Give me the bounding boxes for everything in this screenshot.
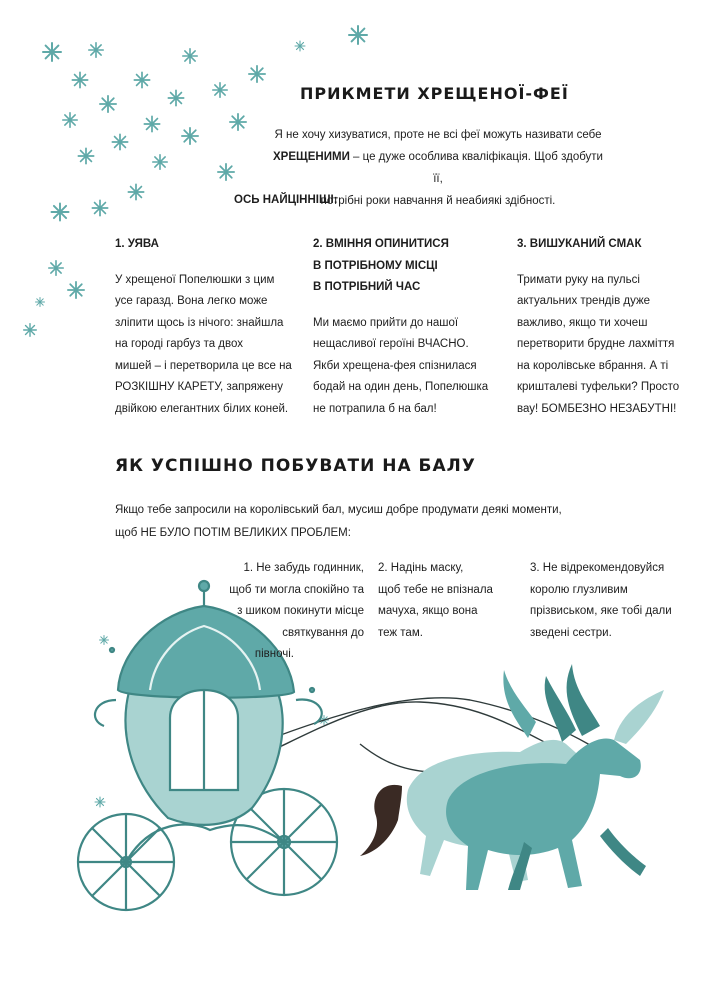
column-heading bbox=[517, 234, 697, 256]
snowflake-icon bbox=[36, 298, 45, 307]
heading-line: В ПОТРІБНИЙ ЧАС bbox=[313, 281, 421, 293]
body-line: зліпити щось із нічого: знайшла bbox=[115, 316, 284, 329]
tip-line: прізвиськом, яке тобі дали bbox=[530, 605, 672, 617]
body-line: на королівське вбрання. А ті bbox=[517, 359, 669, 372]
horses bbox=[360, 664, 664, 890]
tip-line: з шиком покинути місце bbox=[237, 605, 364, 617]
body-line: актуальних трендів дуже bbox=[517, 295, 651, 307]
body-line: важливо, якщо ти хочеш bbox=[517, 316, 648, 329]
body-line: Якби хрещена-фея спізнилася bbox=[313, 359, 477, 372]
body-line: РОЗКІШНУ КАРЕТУ, запряжену bbox=[115, 381, 284, 393]
tip-watch bbox=[176, 558, 364, 666]
heading-line: 1. УЯВА bbox=[115, 238, 159, 250]
intro-line bbox=[268, 146, 608, 190]
intro-line: Якщо тебе запросили на королівський бал, мусиш добре продумати деякі моменти, bbox=[115, 504, 562, 516]
body-line: Тримати руку на пульсі bbox=[517, 273, 640, 286]
best-label: ОСЬ НАЙЦІННІШІ: bbox=[234, 194, 338, 206]
snowflake-icon bbox=[89, 43, 103, 57]
tip-mask bbox=[378, 558, 528, 644]
snowflake-icon bbox=[230, 114, 246, 130]
quality-column-taste bbox=[517, 234, 697, 420]
snowflake-icon bbox=[72, 72, 87, 87]
snowflake-icon bbox=[63, 113, 77, 127]
heading-line: 3. ВИШУКАНИЙ СМАК bbox=[517, 238, 642, 250]
intro-text: – це дуже особлива кваліфікація. Щоб здобути її, bbox=[349, 151, 603, 185]
tip-nickname bbox=[530, 558, 710, 644]
tip-line: святкування до bbox=[282, 626, 364, 639]
snowflake-icon bbox=[78, 148, 93, 163]
body-line: двійкою елегантних білих коней. bbox=[115, 402, 289, 415]
body-line: не потрапила б на бал! bbox=[313, 402, 437, 415]
tip-line: зведені сестри. bbox=[530, 626, 612, 639]
snowflake-icon bbox=[182, 128, 198, 144]
snowflake-icon bbox=[183, 49, 197, 63]
column-body bbox=[517, 270, 697, 421]
heading-line: В ПОТРІБНОМУ МІСЦІ bbox=[313, 259, 438, 272]
tip-line: півночі. bbox=[254, 648, 294, 660]
body-line: перетворити брудне лахміття bbox=[517, 338, 675, 350]
column-body bbox=[115, 270, 300, 421]
tip-line: 2. Надінь маску, bbox=[378, 562, 464, 574]
snowflake-icon bbox=[144, 116, 159, 131]
snowflake-icon bbox=[295, 41, 305, 51]
snowflake-icon bbox=[100, 96, 116, 112]
body-line: нещасливої героїні ВЧАСНО. bbox=[313, 338, 469, 350]
section-title: ЯК УСПІШНО ПОБУВАТИ НА БАЛУ bbox=[115, 456, 476, 476]
intro-line: щоб НЕ БУЛО ПОТІМ ВЕЛИКИХ ПРОБЛЕМ: bbox=[115, 527, 351, 539]
column-body bbox=[313, 313, 493, 421]
snowflake-icon bbox=[128, 184, 143, 199]
section-title: ПРИКМЕТИ ХРЕЩЕНОЇ-ФЕЇ bbox=[300, 84, 569, 103]
snowflake-icon bbox=[249, 66, 265, 82]
body-line: Ми маємо прийти до нашої bbox=[313, 316, 459, 329]
tip-line: 3. Не відрекомендовуйся bbox=[530, 562, 665, 574]
ball-intro bbox=[115, 499, 585, 545]
snowflake-icon bbox=[95, 797, 105, 807]
tip-line: щоб тебе не впізнала bbox=[378, 583, 493, 596]
snowflake-icon bbox=[24, 324, 37, 337]
snowflake-icon bbox=[92, 200, 107, 215]
tip-line: щоб ти могла спокійно та bbox=[229, 583, 364, 596]
snowflake-icon bbox=[134, 72, 149, 87]
body-line: усе гаразд. Вона легко може bbox=[115, 295, 268, 307]
quality-column-imagination bbox=[115, 234, 300, 420]
body-line: на городі гарбуз та двох bbox=[115, 338, 243, 350]
snowflake-icon bbox=[43, 43, 61, 61]
heading-line: 2. ВМІННЯ ОПИНИТИСЯ bbox=[313, 238, 449, 250]
intro-bold-text: ХРЕЩЕНИМИ bbox=[273, 151, 350, 163]
snowflake-icon bbox=[112, 134, 127, 149]
snowflake-icon bbox=[51, 203, 68, 220]
snowflake-icon bbox=[68, 282, 84, 298]
column-heading bbox=[313, 234, 493, 299]
intro-line: потрібні роки навчання й неабиякі здібності. bbox=[320, 195, 556, 207]
snowflake-icon bbox=[213, 83, 227, 97]
horse-front bbox=[446, 664, 664, 890]
body-line: У хрещеної Попелюшки з цим bbox=[115, 273, 275, 286]
snowflake-icon bbox=[153, 155, 167, 169]
body-line: вау! БОМБЕЗНО НЕЗАБУТНІ! bbox=[517, 402, 677, 415]
body-line: мишей – і перетворила це все на bbox=[115, 359, 292, 372]
column-heading bbox=[115, 234, 300, 256]
tip-line: теж там. bbox=[378, 626, 423, 639]
tip-line: мачуха, якщо вона bbox=[378, 605, 478, 617]
tip-line: королю глузливим bbox=[530, 583, 628, 596]
snowflake-icon bbox=[168, 90, 183, 105]
body-line: кришталеві туфельки? Просто bbox=[517, 381, 680, 393]
snowflake-icon bbox=[100, 636, 109, 645]
body-line: бодай на один день, Попелюшка bbox=[313, 381, 489, 393]
snowflake-icon bbox=[49, 261, 63, 275]
quality-column-timing bbox=[313, 234, 493, 420]
intro-line: Я не хочу хизуватися, проте не всі феї можуть називати себе bbox=[274, 129, 602, 141]
tip-line: 1. Не забудь годинник, bbox=[243, 562, 364, 574]
snowflake-icon bbox=[349, 26, 367, 44]
snowflake-icon bbox=[218, 164, 234, 180]
